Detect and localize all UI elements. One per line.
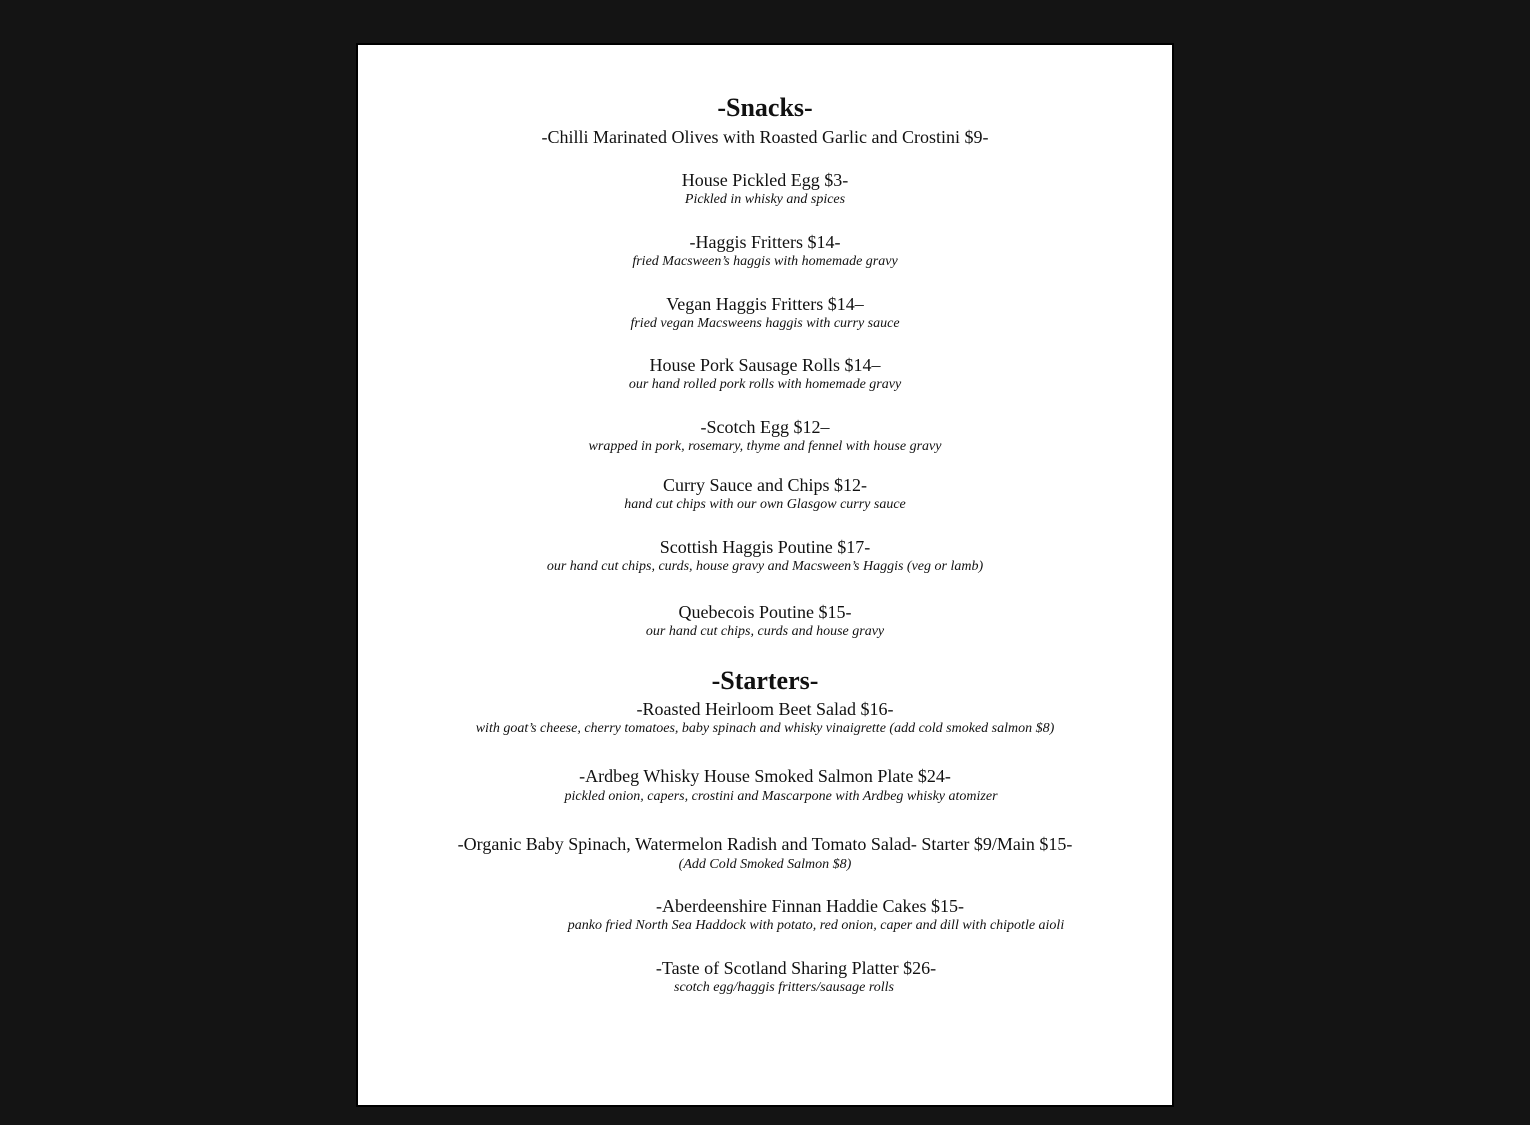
menu-item-name: Vegan Haggis Fritters $14–: [666, 294, 864, 314]
menu-item-name: Scottish Haggis Poutine $17-: [659, 537, 871, 557]
menu-item-name: -Scotch Egg $12–: [700, 417, 830, 437]
menu-item-name: House Pickled Egg $3-: [681, 170, 849, 190]
menu-item-name: -Aberdeenshire Finnan Haddie Cakes $15-: [656, 896, 964, 916]
menu-item-description: fried vegan Macsweens haggis with curry sauce: [630, 316, 900, 331]
menu-item-name: -Ardbeg Whisky House Smoked Salmon Plate $24-: [579, 766, 951, 786]
menu-page: [358, 45, 1172, 1105]
menu-item-description: our hand cut chips, curds, house gravy and Macsween’s Haggis (veg or lamb): [546, 559, 984, 574]
menu-item-description: wrapped in pork, rosemary, thyme and fennel with house gravy: [588, 439, 942, 454]
menu-item-description: panko fried North Sea Haddock with potato, red onion, caper and dill with chipotle aioli: [567, 918, 1065, 933]
menu-item-description: scotch egg/haggis fritters/sausage rolls: [674, 980, 894, 995]
menu-item-name: -Haggis Fritters $14-: [689, 232, 841, 252]
menu-item-name: Curry Sauce and Chips $12-: [663, 475, 867, 495]
menu-item-description: with goat’s cheese, cherry tomatoes, baby spinach and whisky vinaigrette (add cold smoked salmon $8): [475, 721, 1055, 736]
menu-item-name: House Pork Sausage Rolls $14–: [649, 355, 881, 375]
menu-item-description: (Add Cold Smoked Salmon $8): [678, 857, 852, 872]
snacks-heading: -Snacks-: [717, 93, 813, 122]
menu-item-name: -Organic Baby Spinach, Watermelon Radish and Tomato Salad- Starter $9/Main $15-: [457, 834, 1073, 854]
menu-item-description: fried Macsween’s haggis with homemade gravy: [632, 254, 898, 269]
menu-item-description: Pickled in whisky and spices: [684, 192, 846, 207]
menu-item-description: hand cut chips with our own Glasgow curry sauce: [624, 497, 906, 512]
menu-item-description: our hand cut chips, curds and house gravy: [645, 624, 885, 639]
menu-item-name: -Roasted Heirloom Beet Salad $16-: [636, 699, 894, 719]
menu-item-name: -Taste of Scotland Sharing Platter $26-: [655, 958, 937, 978]
menu-item-description: our hand rolled pork rolls with homemade gravy: [628, 377, 902, 392]
starters-heading: -Starters-: [711, 666, 819, 695]
menu-item-description: pickled onion, capers, crostini and Mascarpone with Ardbeg whisky atomizer: [564, 789, 998, 804]
menu-item-name: -Chilli Marinated Olives with Roasted Garlic and Crostini $9-: [541, 127, 989, 147]
menu-item-name: Quebecois Poutine $15-: [678, 602, 852, 622]
